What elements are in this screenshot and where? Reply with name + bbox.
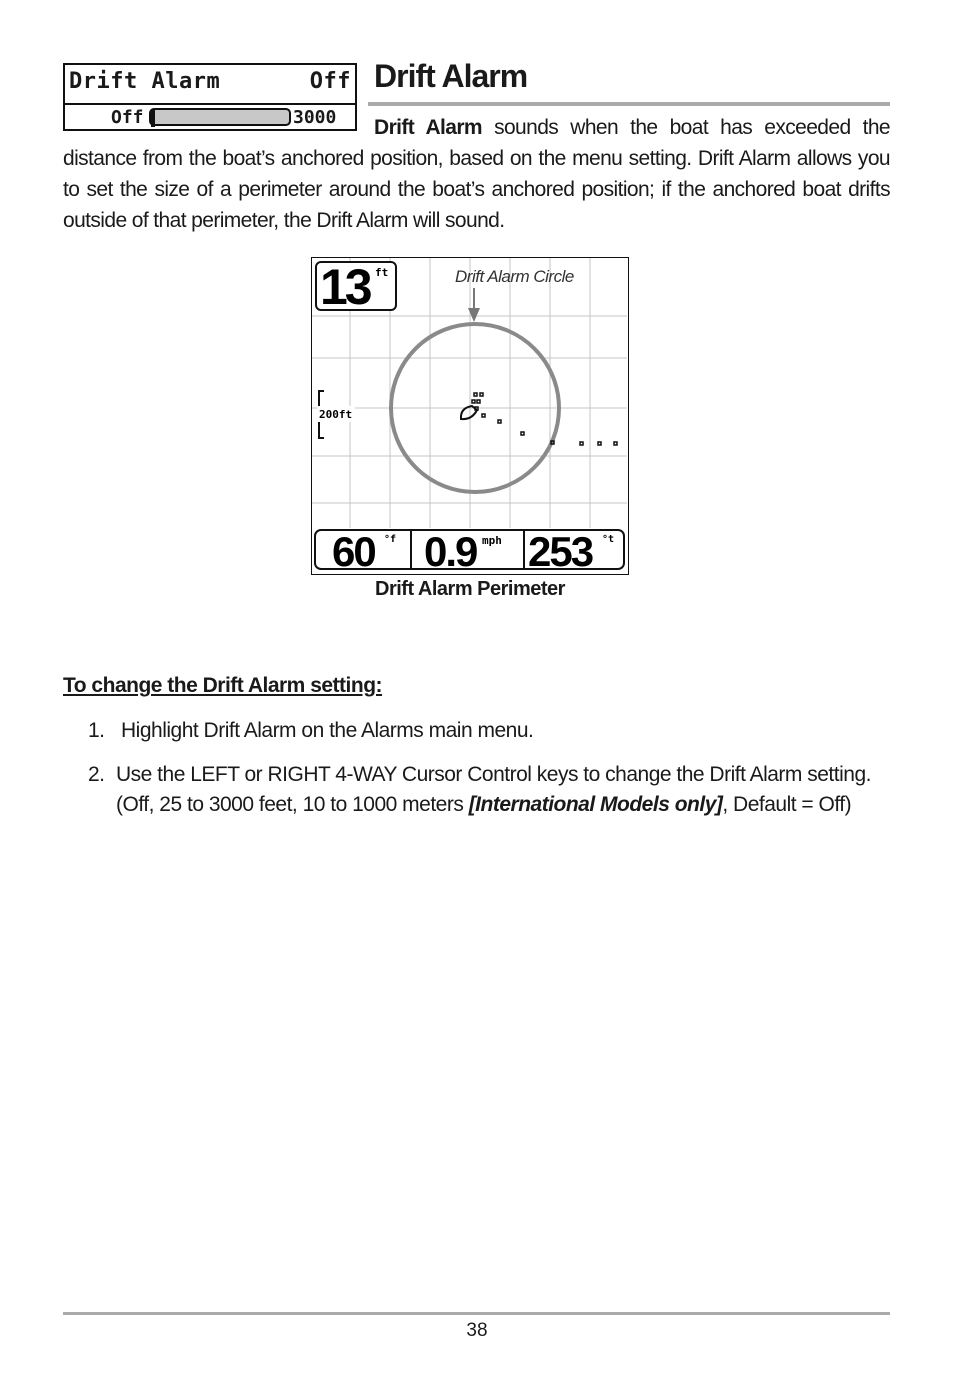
footer-rule [63,1312,890,1315]
drift-alarm-slider [149,108,291,126]
circle-label: Drift Alarm Circle [455,267,574,286]
heading-value: 253 [528,528,593,573]
drift-alarm-menu-widget [63,63,357,131]
international-note: [International Models only] [468,793,723,816]
menu-value: Off [309,68,351,94]
page-title: Drift Alarm [374,58,528,94]
steps-heading: To change the Drift Alarm setting: [63,674,383,697]
track-points [472,393,617,445]
speed-unit: mph [482,534,502,547]
step-text-part: Use the LEFT or RIGHT 4-WAY Cursor Control keys to change the Drift Alarm setting. (Off, 25 to 3000 feet, 10 to 1000 meters [116,763,871,816]
slider-knob [151,109,155,127]
temperature-value: 60 [332,528,375,573]
page-number: 38 [466,1320,488,1341]
step-number: 1. [88,719,105,742]
slider-min-label: Off [111,107,144,128]
step-text [116,760,886,820]
step-text: Highlight Drift Alarm on the Alarms main menu. [121,719,534,742]
intro-paragraph: distance from the boat’s anchored position, based on the menu setting. Drift Alarm allows you to set the size of a perimeter around the boat’s anchored position; if the anchored boat drifts outside of that perimeter, the Drift Alarm will sound. [63,147,890,232]
step-text-part: , Default = Off) [722,793,852,816]
intro-first-line [374,112,890,143]
menu-label: Drift Alarm [69,68,221,94]
depth-value: 13 [320,259,370,315]
scale-label: 200ft [319,408,353,421]
title-rule [368,102,890,106]
heading-unit: °t [602,534,615,545]
intro-bold-term: Drift Alarm [374,116,482,139]
speed-value: 0.9 [424,528,477,573]
drift-alarm-screen [311,257,629,575]
figure-caption: Drift Alarm Perimeter [375,578,565,600]
slider-max-label: 3000 [293,107,337,128]
depth-unit: ft [375,266,389,279]
temperature-unit: °f [384,534,397,545]
step-number: 2. [88,763,105,786]
intro-first-line-text: sounds when the boat has exceeded the [494,116,890,139]
